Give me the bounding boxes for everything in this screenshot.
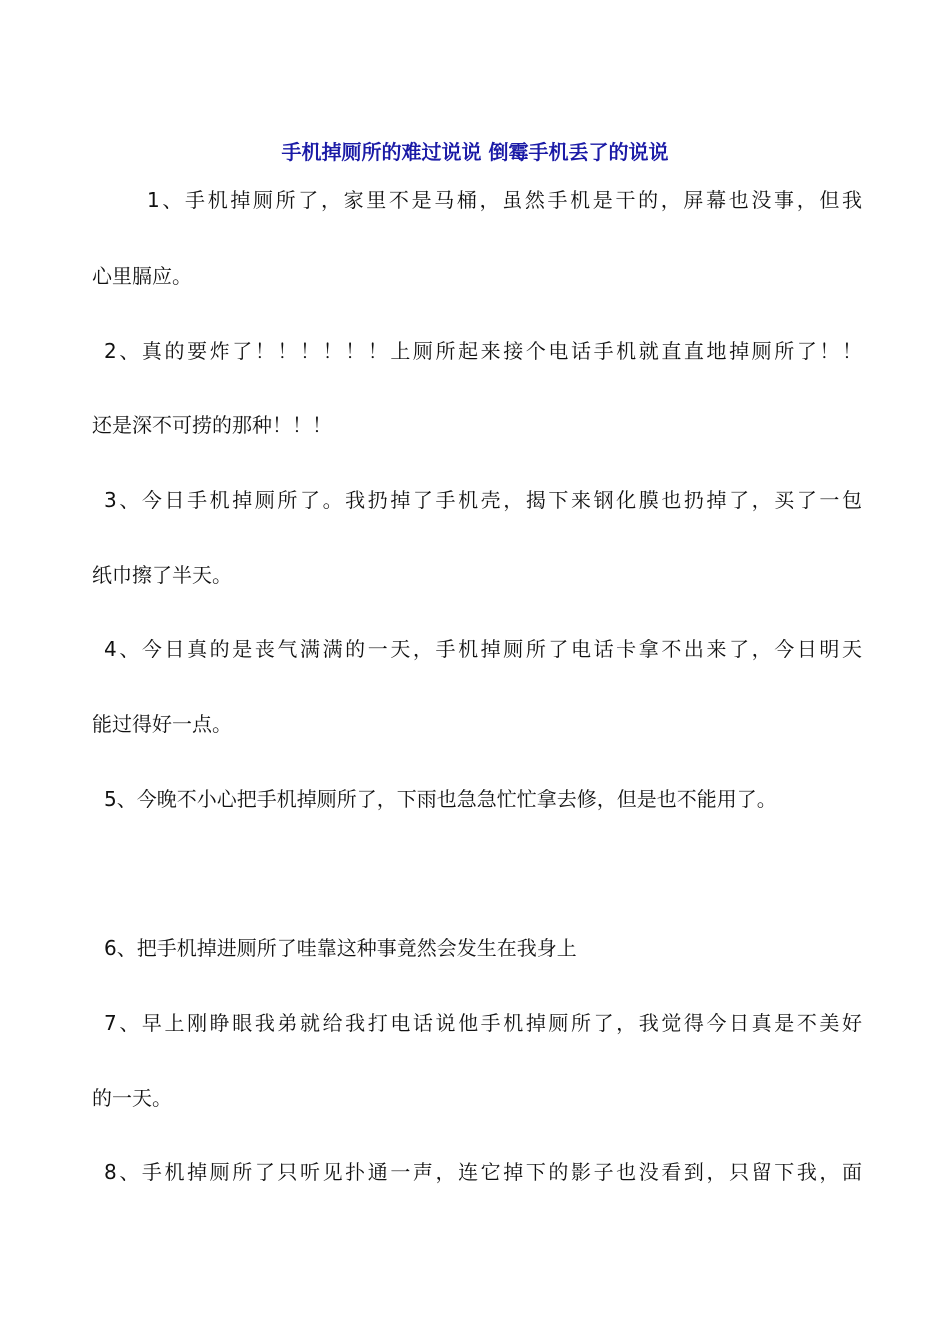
paragraph-4-number: 4 [104,637,117,661]
paragraph-8-number: 8 [104,1160,117,1184]
paragraph-3-text: 、今日手机掉厕所了。我扔掉了手机壳，揭下来钢化膜也扔掉了，买了一包 [116,488,862,512]
paragraph-8-line-1 [92,1158,862,1186]
paragraph-3-line-2: 纸巾擦了半天。 [92,563,232,587]
paragraph-4-line-1 [92,635,862,663]
paragraph-8-text: 、手机掉厕所了只听见扑通一声，连它掉下的影子也没看到，只留下我，面 [116,1160,862,1184]
paragraph-4-line-2: 能过得好一点。 [92,712,232,736]
paragraph-6-line-1 [92,934,862,962]
paragraph-2-number: 2 [104,339,117,363]
paragraph-4-text: 、今日真的是丧气满满的一天，手机掉厕所了电话卡拿不出来了，今日明天 [116,637,862,661]
paragraph-3-line-1 [92,486,862,514]
paragraph-1-number: 1 [147,188,160,212]
paragraph-3-number: 3 [104,488,117,512]
paragraph-6-text: 、把手机掉进厕所了哇靠这种事竟然会发生在我身上 [116,936,577,960]
paragraph-2-text: 、真的要炸了！！！！！！上厕所起来接个电话手机就直直地掉厕所了！！ [116,339,862,363]
paragraph-7-text: 、早上刚睁眼我弟就给我打电话说他手机掉厕所了，我觉得今日真是不美好 [116,1011,862,1035]
paragraph-7-line-2: 的一天。 [92,1086,172,1110]
paragraph-7-line-1 [92,1009,862,1037]
paragraph-7-number: 7 [104,1011,117,1035]
paragraph-1-text: 、手机掉厕所了，家里不是马桶，虽然手机是干的，屏幕也没事，但我 [159,188,862,212]
paragraph-5-number: 5 [104,787,117,811]
paragraph-2-line-1 [92,337,862,365]
paragraph-1-line-1 [92,186,862,214]
paragraph-5-line-1 [92,785,862,813]
document-title: 手机掉厕所的难过说说 倒霉手机丢了的说说 [281,140,669,164]
paragraph-6-number: 6 [104,936,117,960]
paragraph-5-text: 、今晚不小心把手机掉厕所了，下雨也急急忙忙拿去修，但是也不能用了。 [116,787,777,811]
paragraph-2-line-2: 还是深不可捞的那种！！！ [92,413,332,437]
paragraph-1-line-2: 心里膈应。 [92,264,192,288]
